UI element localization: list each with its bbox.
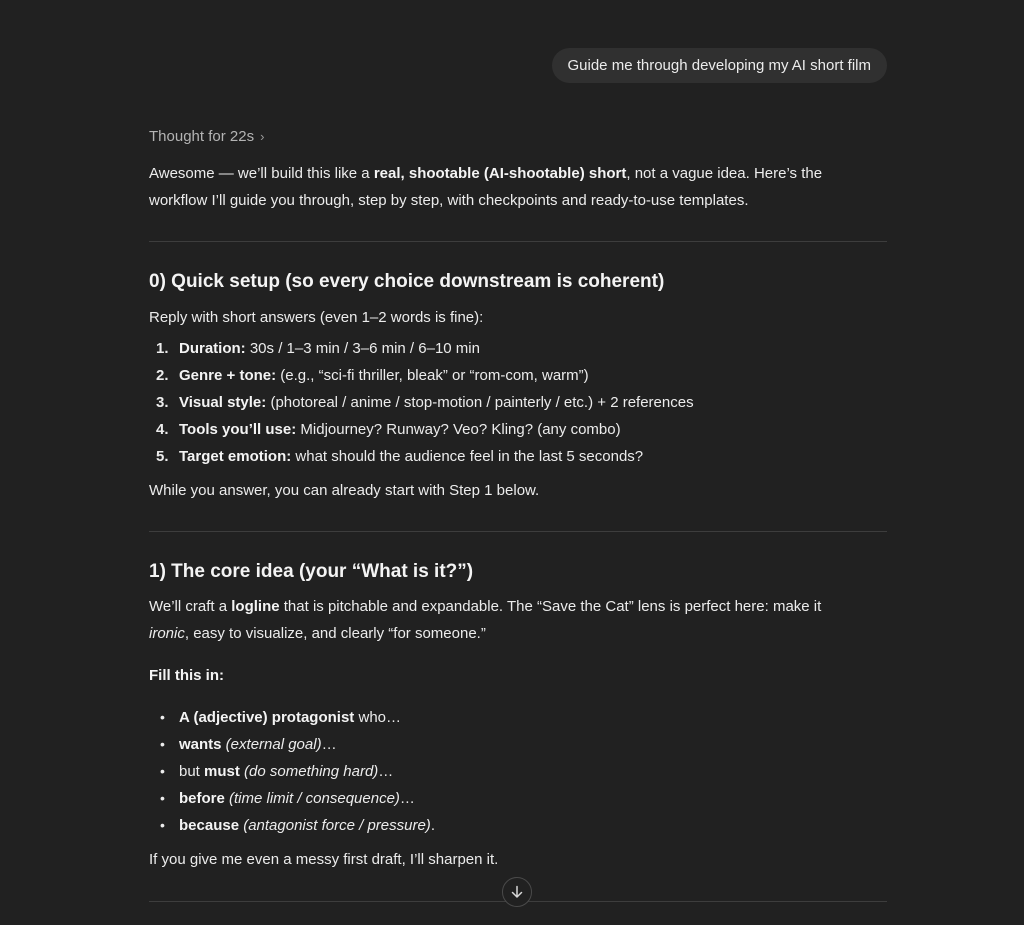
thought-label: Thought for 22s xyxy=(149,128,255,145)
setup-item xyxy=(149,362,887,389)
bullet-icon: • xyxy=(160,817,165,833)
section-1-paragraph xyxy=(149,593,887,647)
user-message-bubble: Guide me through developing my AI short film xyxy=(552,48,888,83)
bullet-post: … xyxy=(321,736,337,753)
bullet-pre: but xyxy=(179,763,205,780)
p1-text: We’ll craft a xyxy=(149,598,232,615)
section-0-lead: Reply with short answers (even 1–2 words is fine): xyxy=(149,309,484,326)
item-text: Midjourney? Runway? Veo? Kling? (any combo) xyxy=(296,421,621,438)
bullet-icon: • xyxy=(160,736,165,752)
section-0-heading: 0) Quick setup (so every choice downstream is coherent) xyxy=(149,271,665,292)
bullet-bold: because xyxy=(179,817,240,834)
item-label: Duration: xyxy=(179,340,246,357)
divider xyxy=(149,241,887,242)
setup-item xyxy=(149,416,887,443)
item-number: 2. xyxy=(156,367,169,384)
bullet-icon: • xyxy=(160,709,165,725)
bullet-bold: must xyxy=(204,763,240,780)
bullet-italic: (time limit / consequence) xyxy=(224,790,400,807)
chevron-right-icon: › xyxy=(260,129,265,144)
logline-bullet xyxy=(149,731,887,758)
arrow-down-icon xyxy=(510,885,524,899)
intro-text-line2: workflow I’ll guide you through, step by step, with checkpoints and ready-to-use templates. xyxy=(149,192,749,209)
bullet-bold: A (adjective) protagonist xyxy=(179,709,355,726)
section-1-tail: If you give me even a messy first draft, I’ll sharpen it. xyxy=(149,851,499,868)
item-text: what should the audience feel in the last 5 seconds? xyxy=(291,448,644,465)
item-label: Genre + tone: xyxy=(179,367,277,384)
p1-text-line2: , easy to visualize, and clearly “for someone.” xyxy=(184,625,486,642)
bullet-italic: (do something hard) xyxy=(239,763,379,780)
item-text: (e.g., “sci-fi thriller, bleak” or “rom-com, warm”) xyxy=(276,367,589,384)
bullet-post: … xyxy=(378,763,394,780)
bullet-icon: • xyxy=(160,790,165,806)
item-label: Visual style: xyxy=(179,394,267,411)
bullet-post: who… xyxy=(354,709,401,726)
setup-item xyxy=(149,389,887,416)
item-label: Target emotion: xyxy=(179,448,292,465)
divider xyxy=(149,531,887,532)
intro-paragraph xyxy=(149,160,887,214)
bullet-italic: (antagonist force / pressure) xyxy=(239,817,431,834)
bullet-bold: before xyxy=(179,790,225,807)
section-0-tail: While you answer, you can already start with Step 1 below. xyxy=(149,482,540,499)
item-number: 4. xyxy=(156,421,169,438)
item-number: 3. xyxy=(156,394,169,411)
fill-label xyxy=(149,662,887,689)
p1-text-cont: that is pitchable and expandable. The “Save the Cat” lens is perfect here: make it xyxy=(279,598,822,615)
bullet-icon: • xyxy=(160,763,165,779)
bullet-bold: wants xyxy=(179,736,222,753)
section-1-heading: 1) The core idea (your “What is it?”) xyxy=(149,561,474,582)
item-text: 30s / 1–3 min / 3–6 min / 6–10 min xyxy=(245,340,480,357)
logline-bullet xyxy=(149,812,887,839)
item-number: 5. xyxy=(156,448,169,465)
logline-bullet xyxy=(149,785,887,812)
item-text: (photoreal / anime / stop-motion / painterly / etc.) + 2 references xyxy=(266,394,694,411)
item-number: 1. xyxy=(156,340,169,357)
setup-item xyxy=(149,335,887,362)
intro-text: Awesome — we’ll build this like a xyxy=(149,165,374,182)
thought-toggle[interactable] xyxy=(149,127,264,147)
bullet-italic: (external goal) xyxy=(221,736,322,753)
p1-emphasis: logline xyxy=(231,598,280,615)
bullet-post: … xyxy=(399,790,415,807)
p1-italic: ironic xyxy=(149,625,185,642)
item-label: Tools you’ll use: xyxy=(179,421,297,438)
setup-item xyxy=(149,443,887,470)
logline-bullet xyxy=(149,758,887,785)
bullet-post: . xyxy=(430,817,435,834)
fill-label-text: Fill this in: xyxy=(149,667,224,684)
scroll-to-bottom-button[interactable] xyxy=(502,877,532,907)
intro-emphasis: real, shootable (AI-shootable) short xyxy=(373,165,627,182)
logline-bullet xyxy=(149,704,887,731)
intro-text-cont: , not a vague idea. Here’s the xyxy=(626,165,823,182)
